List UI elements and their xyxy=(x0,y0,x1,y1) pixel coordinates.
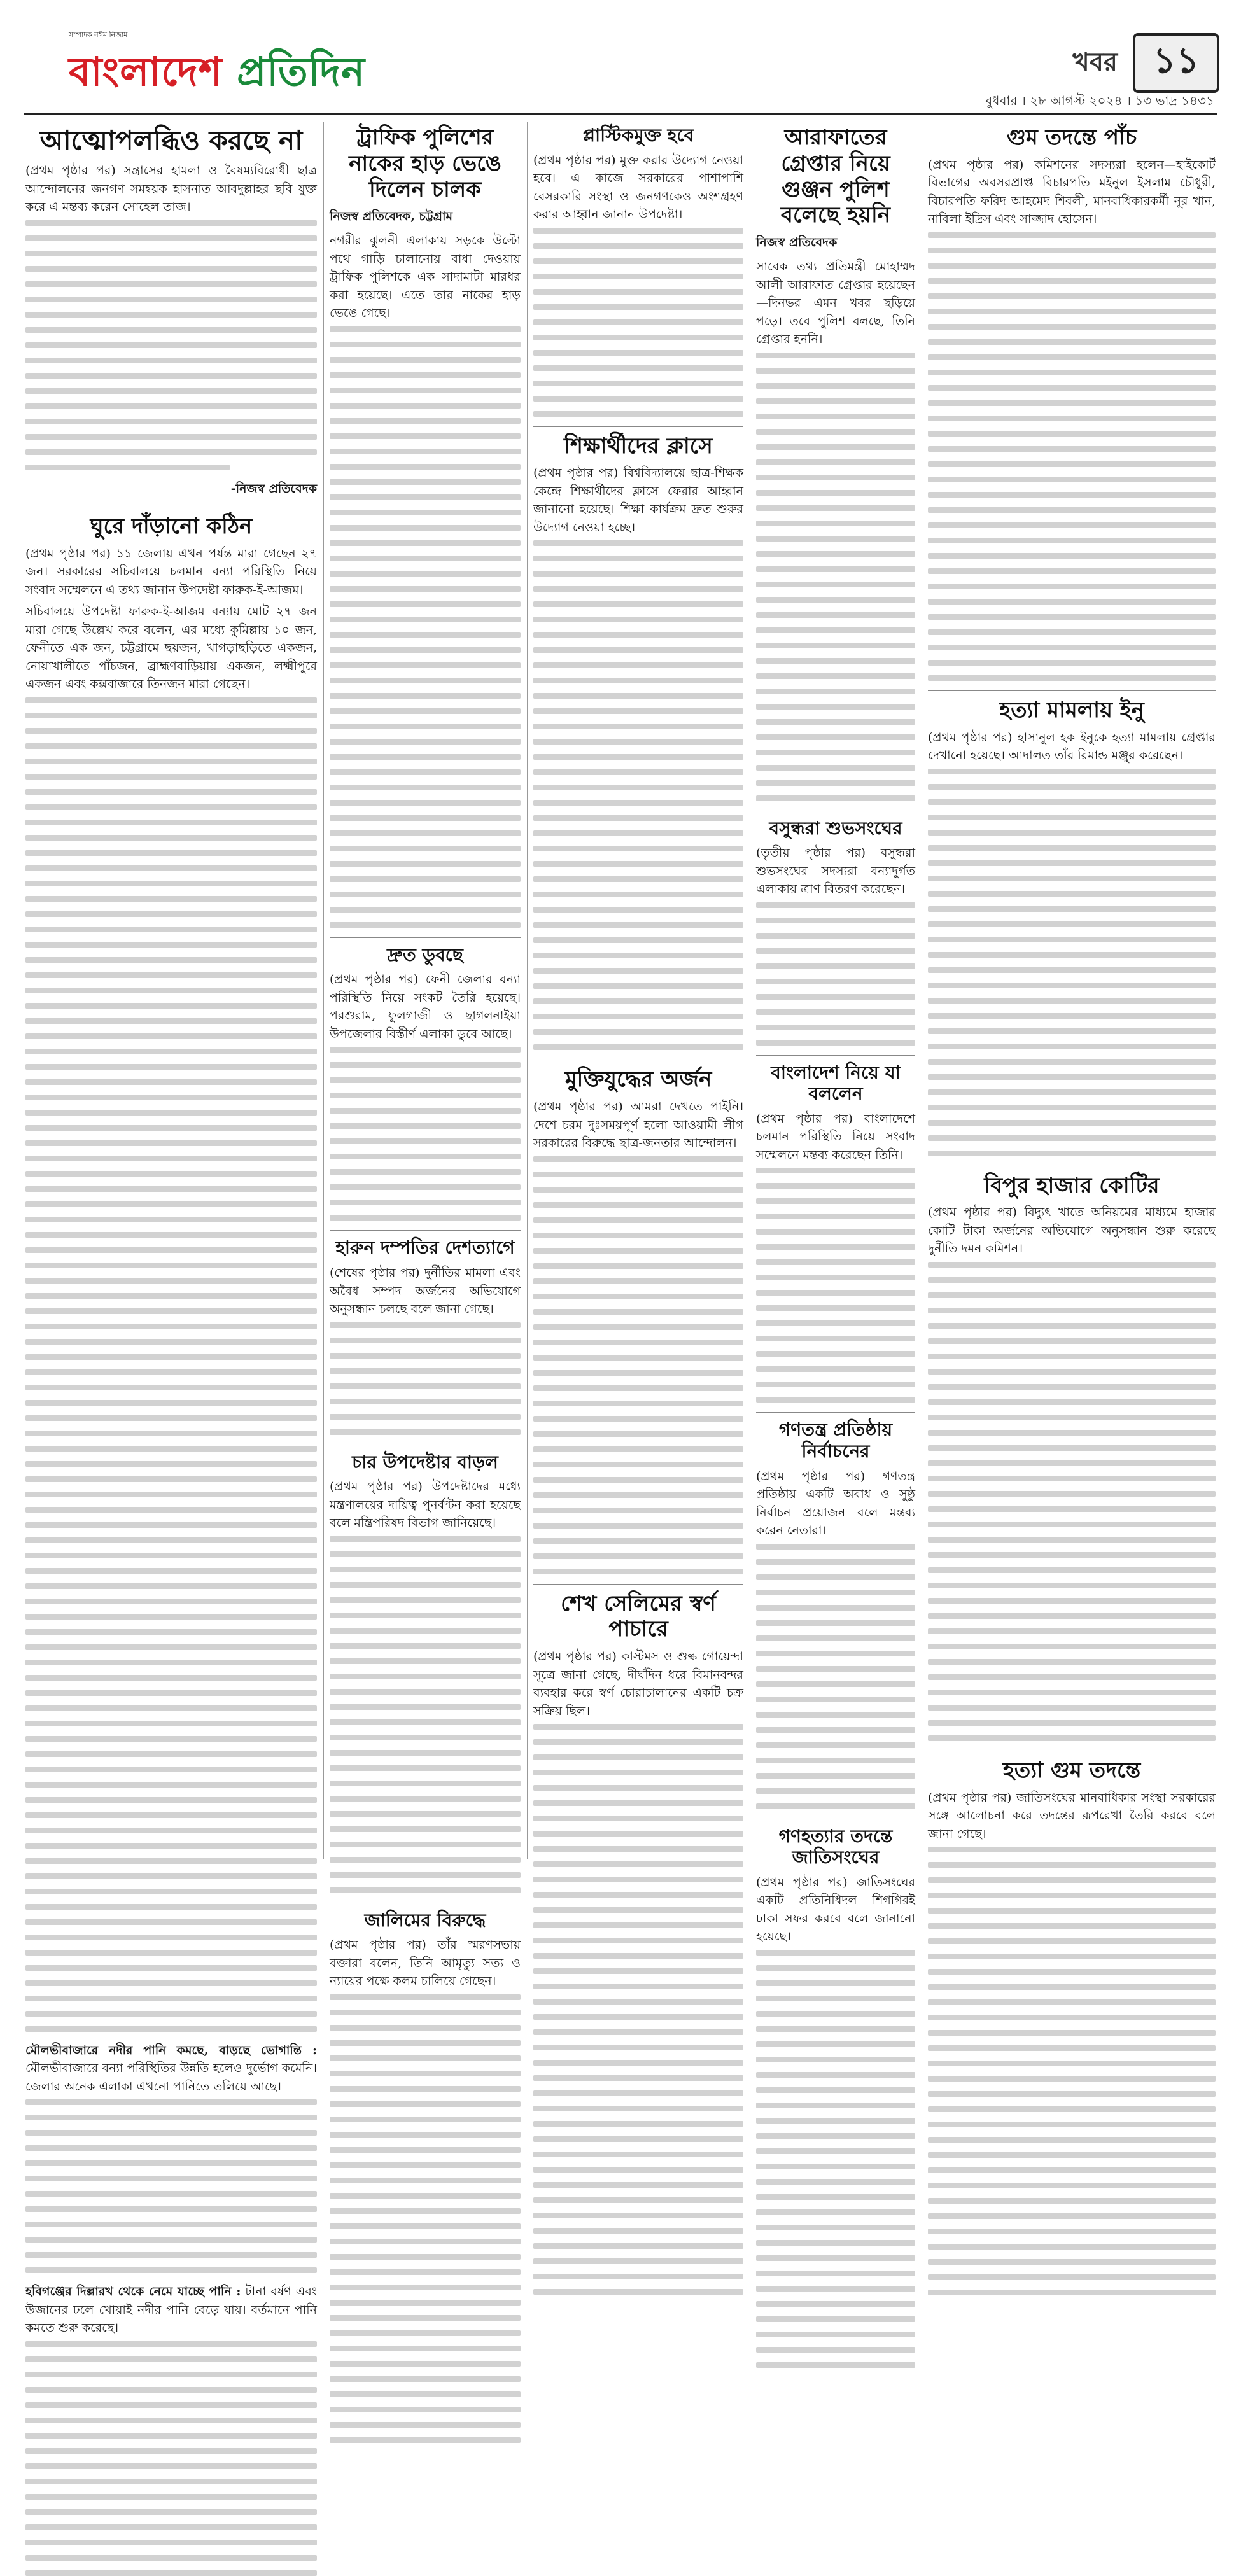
article-separator xyxy=(928,690,1216,691)
article-separator xyxy=(756,1055,915,1056)
article-headline: বিপুর হাজার কোটির xyxy=(984,1172,1160,1198)
article-body: (প্রথম পৃষ্ঠার পর) ১১ জেলায় এখন পর্যন্ত মারা গেছেন ২৭ জন। সরকারের সচিবালয়ে চলমান বন্যা পরিস্থিতি নিয়ে সংবাদ সম্মেলনে এ তথ্য জানান উপদেষ্টা ফারুক-ই-আজম। xyxy=(25,546,317,597)
article-headline: হত্যা গুম তদন্তে xyxy=(1002,1757,1141,1783)
article-byline: নিজস্ব প্রতিবেদক, চট্টগ্রাম xyxy=(330,209,453,224)
body-text-lines xyxy=(330,1536,521,1893)
article-body: (প্রথম পৃষ্ঠার পর) হাসানুল হক ইনুকে হত্যা মামলায় গ্রেপ্তার দেখানো হয়েছে। আদালত তাঁর রিমান্ড মঞ্জুর করেছেন। xyxy=(928,730,1216,763)
article-headline: গণতন্ত্র প্রতিষ্ঠায় নির্বাচনের xyxy=(778,1419,893,1462)
logo-text-red: বাংলাদেশ xyxy=(69,48,237,95)
page-number-badge: ১১ xyxy=(1133,33,1219,93)
body-text-lines xyxy=(25,697,317,2032)
body-text-lines xyxy=(25,220,317,470)
article-headline: ট্রাফিক পুলিশের নাকের হাড় ভেঙে দিলেন চালক xyxy=(349,125,501,202)
body-text-lines xyxy=(756,1544,915,1809)
article-headline: জালিমের বিরুদ্ধে xyxy=(364,1909,486,1931)
article-body: (প্রথম পৃষ্ঠার পর) কমিশনের সদস্যরা হলেন—হাইকোর্ট বিভাগের অবসরপ্রাপ্ত বিচারপতি মইনুল ইসলাম চৌধুরী, বিচারপতি ফরিদ আহমেদ শিবলী, মানবাধিকারকর্মী নূর খান, নাবিলা ইদ্রিস এবং সাজ্জাদ হোসেন। xyxy=(928,157,1216,227)
article-separator xyxy=(533,426,743,427)
article-separator xyxy=(330,937,521,938)
article-headline: হারুন দম্পতির দেশত্যাগে xyxy=(335,1237,515,1259)
article-headline: আত্মোপলব্ধিও করছে না xyxy=(39,125,303,156)
body-text-lines xyxy=(25,2341,317,2576)
subsection-text: মৌলভীবাজারে বন্যা পরিস্থিতির উন্নতি হলেও দুর্ভোগ কমেনি। জেলার অনেক এলাকা এখনো পানিতে তলিয়ে আছে। xyxy=(25,2061,317,2094)
article-headline: মুক্তিযুদ্ধের অর্জন xyxy=(564,1067,712,1093)
article-body: (প্রথম পৃষ্ঠার পর) ফেনী জেলার বন্যা পরিস্থিতি নিয়ে সংকট তৈরি হয়েছে। পরশুরাম, ফুলগাজী ও ছাগলনাইয়া উপজেলার বিস্তীর্ণ এলাকা ডুবে আছে। xyxy=(330,972,521,1041)
article-body: নগরীর ঝুলনী এলাকায় সড়কে উল্টো পথে গাড়ি চালানোয় বাধা দেওয়ায় ট্রাফিক পুলিশকে এক সাদামাটা মারধর করা হয়েছে। এতে তার নাকের হাড় ভেঙে গেছে। xyxy=(330,234,521,321)
article-headline: বাংলাদেশ নিয়ে যা বললেন xyxy=(771,1061,901,1105)
body-text-lines xyxy=(533,228,743,417)
article-body xyxy=(25,2283,317,2337)
masthead-divider xyxy=(24,113,1217,115)
article-body: (প্রথম পৃষ্ঠার পর) আমরা দেখতে পাইনি। দেশে চরম দুঃসময়পূর্ণ হলো আওয়ামী লীগ সরকারের বিরুদ্ধে ছাত্র-জনতার আন্দোলন। xyxy=(533,1100,743,1151)
body-text-lines xyxy=(533,540,743,1050)
article-body: (প্রথম পৃষ্ঠার পর) বাংলাদেশে চলমান পরিস্থিতি নিয়ে সংবাদ সম্মেলনে মন্তব্য করেছেন তিনি। xyxy=(756,1111,915,1162)
section-label: খবর xyxy=(1072,48,1118,77)
article-headline: গুম তদন্তে পাঁচ xyxy=(1006,125,1137,150)
issue-date: বুধবার । ২৮ আগস্ট ২০২৪ । ১৩ ভাদ্র ১৪৩১ xyxy=(985,93,1214,108)
article-body: সচিবালয়ে উপদেষ্টা ফারুক-ই-আজম বন্যায় মোট ২৭ জন মারা গেছে উল্লেখ করে বলেন, এর মধ্যে কুমিল্লায় ১০ জন, ফেনীতে এক জন, চট্টগ্রামে ছয়জন, খাগড়াছড়িতে একজন, নোয়াখালীতে পাঁচজন, ব্রাহ্মণবাড়িয়ায় একজন, লক্ষ্মীপুরে একজন এবং কক্সবাজারে তিনজন মারা গেছেন। xyxy=(25,605,317,692)
article-body: (প্রথম পৃষ্ঠার পর) কাস্টমস ও শুল্ক গোয়েন্দা সূত্রে জানা গেছে, দীর্ঘদিন ধরে বিমানবন্দর ব্যবহার করে স্বর্ণ চোরাচালানের একটি চক্র সক্রিয় ছিল। xyxy=(533,1649,743,1718)
article-headline: শিক্ষার্থীদের ক্লাসে xyxy=(564,433,713,459)
article-headline: চার উপদেষ্টার বাড়ল xyxy=(352,1451,498,1473)
newspaper-logo xyxy=(69,42,365,108)
column-1 xyxy=(25,122,317,2335)
body-text-lines xyxy=(756,902,915,1046)
body-text-lines xyxy=(330,1322,521,1435)
body-text-lines xyxy=(928,1847,1216,2295)
column-3 xyxy=(533,122,743,1866)
article-headline: দ্রুত ডুবছে xyxy=(387,944,463,965)
article-headline: আরাফাতের গ্রেপ্তার নিয়ে গুঞ্জন পুলিশ বলেছে হয়নি xyxy=(781,125,890,228)
article-headline: ঘুরে দাঁড়ানো কঠিন xyxy=(90,513,253,539)
article-body: (প্রথম পৃষ্ঠার পর) জাতিসংঘের একটি প্রতিনিধিদল শিগগিরই ঢাকা সফর করবে বলে জানানো হয়েছে। xyxy=(756,1875,915,1944)
article-separator xyxy=(330,1230,521,1231)
subsection-lead: হবিগঞ্জের দিল্লারখ থেকে নেমে যাচ্ছে পানি : xyxy=(25,2285,241,2299)
article-headline: গণহত্যার তদন্তে জাতিসংঘের xyxy=(778,1825,893,1868)
article-body: সাবেক তথ্য প্রতিমন্ত্রী মোহাম্মদ আলী আরাফাত গ্রেপ্তার হয়েছেন—দিনভর এমন খবর ছড়িয়ে পড়ে। তবে পুলিশ বলছে, তিনি গ্রেপ্তার হননি। xyxy=(756,260,915,347)
article-byline: নিজস্ব প্রতিবেদক xyxy=(756,235,838,250)
article-body: (প্রথম পৃষ্ঠার পর) বিশ্ববিদ্যালয়ে ছাত্র-শিক্ষক কেন্দ্রে শিক্ষার্থীদের ক্লাসে ফেরার আহ্বান জানানো হয়েছে। শিক্ষা কার্যক্রম দ্রুত শুরুর উদ্যোগ নেওয়া হচ্ছে। xyxy=(533,466,743,535)
body-text-lines xyxy=(928,232,1216,681)
article-body: (তৃতীয় পৃষ্ঠার পর) বসুন্ধরা শুভসংঘের সদস্যরা বন্যাদুর্গত এলাকায় ত্রাণ বিতরণ করেছেন। xyxy=(756,846,915,897)
body-text-lines xyxy=(756,1168,915,1403)
article-body: (প্রথম পৃষ্ঠার পর) গণতন্ত্র প্রতিষ্ঠায় একটি অবাধ ও সুষ্ঠু নির্বাচন প্রয়োজন বলে মন্তব্য করেন নেতারা। xyxy=(756,1469,915,1538)
article-headline: বসুন্ধরা শুভসংঘের xyxy=(769,817,902,839)
body-text-lines xyxy=(928,1262,1216,1741)
body-text-lines xyxy=(25,2099,317,2273)
article-headline: প্লাস্টিকমুক্ত হবে xyxy=(582,125,694,146)
column-divider xyxy=(527,122,528,1859)
article-body xyxy=(25,2041,317,2096)
subsection-text: টানা বর্ষণ এবং উজানের ঢলে খোয়াই নদীর পানি বেড়ে যায়। বর্তমানে পানি কমতে শুরু করেছে। xyxy=(25,2285,317,2335)
article-separator xyxy=(756,1412,915,1413)
column-divider xyxy=(323,122,324,1859)
masthead-tagline: সম্পাদক নঈম নিজাম xyxy=(69,31,128,39)
body-text-lines xyxy=(330,1994,521,2443)
masthead xyxy=(24,11,1217,107)
article-separator xyxy=(533,1584,743,1585)
body-text-lines xyxy=(330,326,521,928)
article-headline: হত্যা মামলায় ইনু xyxy=(999,697,1144,723)
article-body: (প্রথম পৃষ্ঠার পর) উপদেষ্টাদের মধ্যে মন্ত্রণালয়ের দায়িত্ব পুনর্বণ্টন করা হয়েছে বলে মন্ত্রিপরিষদ বিভাগ জানিয়েছে। xyxy=(330,1480,521,1530)
body-text-lines xyxy=(756,353,915,801)
article-byline: -নিজস্ব প্রতিবেদক xyxy=(230,481,317,496)
article-body: (শেষের পৃষ্ঠার পর) দুর্নীতির মামলা এবং অবৈধ সম্পদ অর্জনের অভিযোগে অনুসন্ধান চলছে বলে জানা গেছে। xyxy=(330,1266,521,1317)
body-text-lines xyxy=(533,1724,743,2295)
body-text-lines xyxy=(330,1047,521,1221)
column-2 xyxy=(330,122,521,1989)
body-text-lines xyxy=(533,1156,743,1574)
article-body: (প্রথম পৃষ্ঠার পর) সন্ত্রাসের হামলা ও বৈষম্যবিরোধী ছাত্র আন্দোলনের জনগণ সমন্বয়ক হাসনাত আবদুল্লাহর ছবি যুক্ত করে এ মন্তব্য করেন সোহেল তাজ। xyxy=(25,164,317,214)
article-body: (প্রথম পৃষ্ঠার পর) জাতিসংঘের মানবাধিকার সংস্থা সরকারের সঙ্গে আলোচনা করে তদন্তের রূপরেখা তৈরি করবে বলে জানা গেছে। xyxy=(928,1790,1216,1841)
article-body: (প্রথম পৃষ্ঠার পর) মুক্ত করার উদ্যোগ নেওয়া হবে। এ কাজে সরকারের পাশাপাশি বেসরকারি সংস্থা ও জনগণকেও অংশগ্রহণ করার আহ্বান জানান উপদেষ্টা। xyxy=(533,153,743,222)
article-body: (প্রথম পৃষ্ঠার পর) বিদ্যুৎ খাতে অনিয়মের মাধ্যমে হাজার কোটি টাকা অর্জনের অভিযোগে অনুসন্ধান শুরু করেছে দুর্নীতি দমন কমিশন। xyxy=(928,1205,1216,1256)
article-body: (প্রথম পৃষ্ঠার পর) তাঁর স্মরণসভায় বক্তারা বলেন, তিনি আমৃত্যু সত্য ও ন্যায়ের পক্ষে কলম চালিয়ে গেছেন। xyxy=(330,1938,521,1989)
column-4 xyxy=(756,122,915,1944)
logo-text-green: প্রতিদিন xyxy=(237,48,365,95)
column-5 xyxy=(928,122,1216,1866)
body-text-lines xyxy=(928,769,1216,1156)
subsection-lead: মৌলভীবাজারে নদীর পানি কমছে, বাড়ছে ভোগান্তি : xyxy=(25,2043,317,2057)
article-headline: শেখ সেলিমের স্বর্ণ পাচারে xyxy=(561,1590,716,1642)
body-text-lines xyxy=(756,1950,915,2368)
